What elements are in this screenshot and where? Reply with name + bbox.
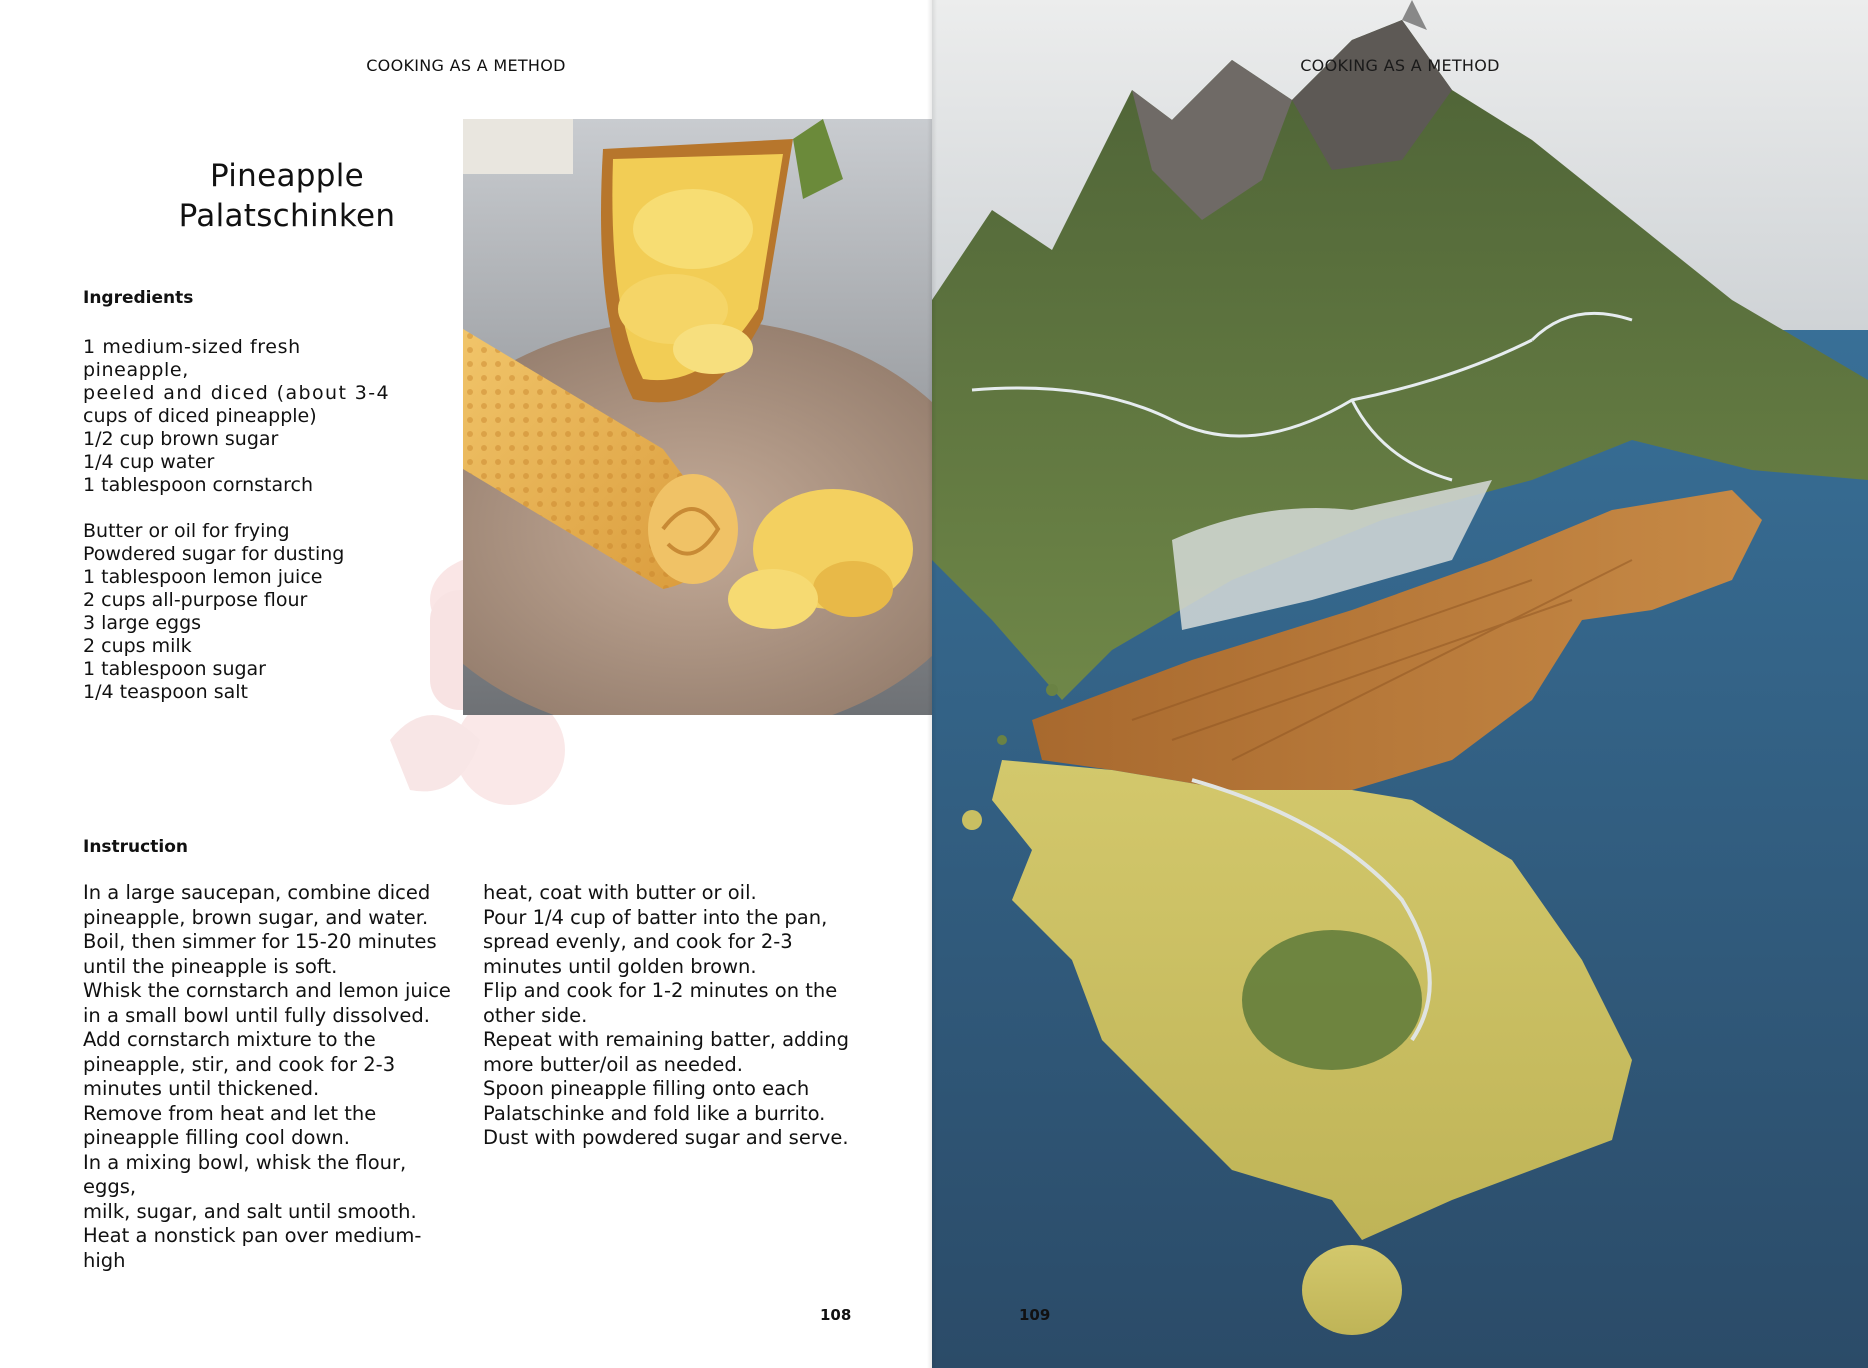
instruction-line: Dust with powdered sugar and serve. [483,1126,849,1149]
running-head-left: COOKING AS A METHOD [366,56,566,75]
ingredient-line: Powdered sugar for dusting [83,543,345,565]
instruction-line: pineapple, stir, and cook for 2-3 [83,1052,396,1076]
ingredients-list [83,336,403,704]
title-line-2: Palatschinken [178,198,396,234]
ingredient-line: 1 tablespoon sugar [83,658,266,680]
instruction-line: milk, sugar, and salt until smooth. [83,1199,417,1223]
instruction-line: Boil, then simmer for 15-20 minutes [83,930,437,953]
left-page [0,0,932,1368]
instruction-line: other side. [483,1003,588,1027]
instruction-line: In a mixing bowl, whisk the flour, eggs, [83,1150,407,1198]
instruction-line: minutes until golden brown. [483,954,757,978]
ingredient-line: 2 cups all-purpose flour [83,589,308,611]
instruction-line: spread evenly, and cook for 2-3 [483,930,793,953]
instruction-line: heat, coat with butter or oil. [483,881,757,904]
instruction-line: Repeat with remaining batter, adding [483,1028,849,1051]
instruction-line: Spoon pineapple filling onto each [483,1077,810,1100]
ingredient-line: 1 tablespoon cornstarch [83,474,314,496]
running-head-right: COOKING AS A METHOD [1300,56,1500,75]
ingredient-line: 1 medium-sized fresh pineapple, [83,336,301,381]
instruction-line: more butter/oil as needed. [483,1052,743,1076]
relief-map-illustration [932,0,1868,1368]
instruction-line: pineapple, brown sugar, and water. [83,905,429,929]
instruction-line: pineapple filling cool down. [83,1126,350,1149]
instruction-line: minutes until thickened. [83,1077,320,1100]
instructions-column-1 [83,881,453,1273]
ingredient-line: cups of diced pineapple) [83,405,317,427]
book-gutter [927,0,937,1368]
instruction-line: Heat a nonstick pan over medium-high [83,1224,422,1272]
instruction-line: in a small bowl until fully dissolved. [83,1003,430,1027]
page-number-right: 109 [1019,1306,1051,1324]
ingredient-line: peeled and diced (about 3-4 [83,382,390,404]
right-page [932,0,1868,1368]
ingredient-line: 1/4 teaspoon salt [83,681,248,703]
instruction-line: Palatschinke and fold like a burrito. [483,1101,826,1125]
pineapple-palatschinken-photo [463,119,932,715]
ingredient-line: 1 tablespoon lemon juice [83,566,323,588]
ingredient-line: 2 cups milk [83,635,192,657]
instructions-column-2 [483,881,863,1151]
instruction-line: Remove from heat and let the [83,1101,377,1125]
instruction-line: In a large saucepan, combine diced [83,881,431,904]
instruction-line: Add cornstarch mixture to the [83,1028,376,1051]
recipe-title [110,156,464,236]
ingredient-line: 1/4 cup water [83,451,215,473]
title-line-1: Pineapple [209,158,365,194]
ingredient-line: 3 large eggs [83,612,202,634]
instruction-line: Flip and cook for 1-2 minutes on the [483,979,838,1002]
instruction-line: Pour 1/4 cup of batter into the pan, [483,905,828,929]
instruction-line: Whisk the cornstarch and lemon juice [83,979,451,1002]
ingredient-line: Butter or oil for frying [83,520,290,542]
ingredient-line: 1/2 cup brown sugar [83,428,279,450]
ingredients-heading: Ingredients [83,288,194,308]
page-number-left: 108 [820,1306,852,1324]
instruction-heading: Instruction [83,837,188,857]
instruction-line: until the pineapple is soft. [83,954,338,978]
